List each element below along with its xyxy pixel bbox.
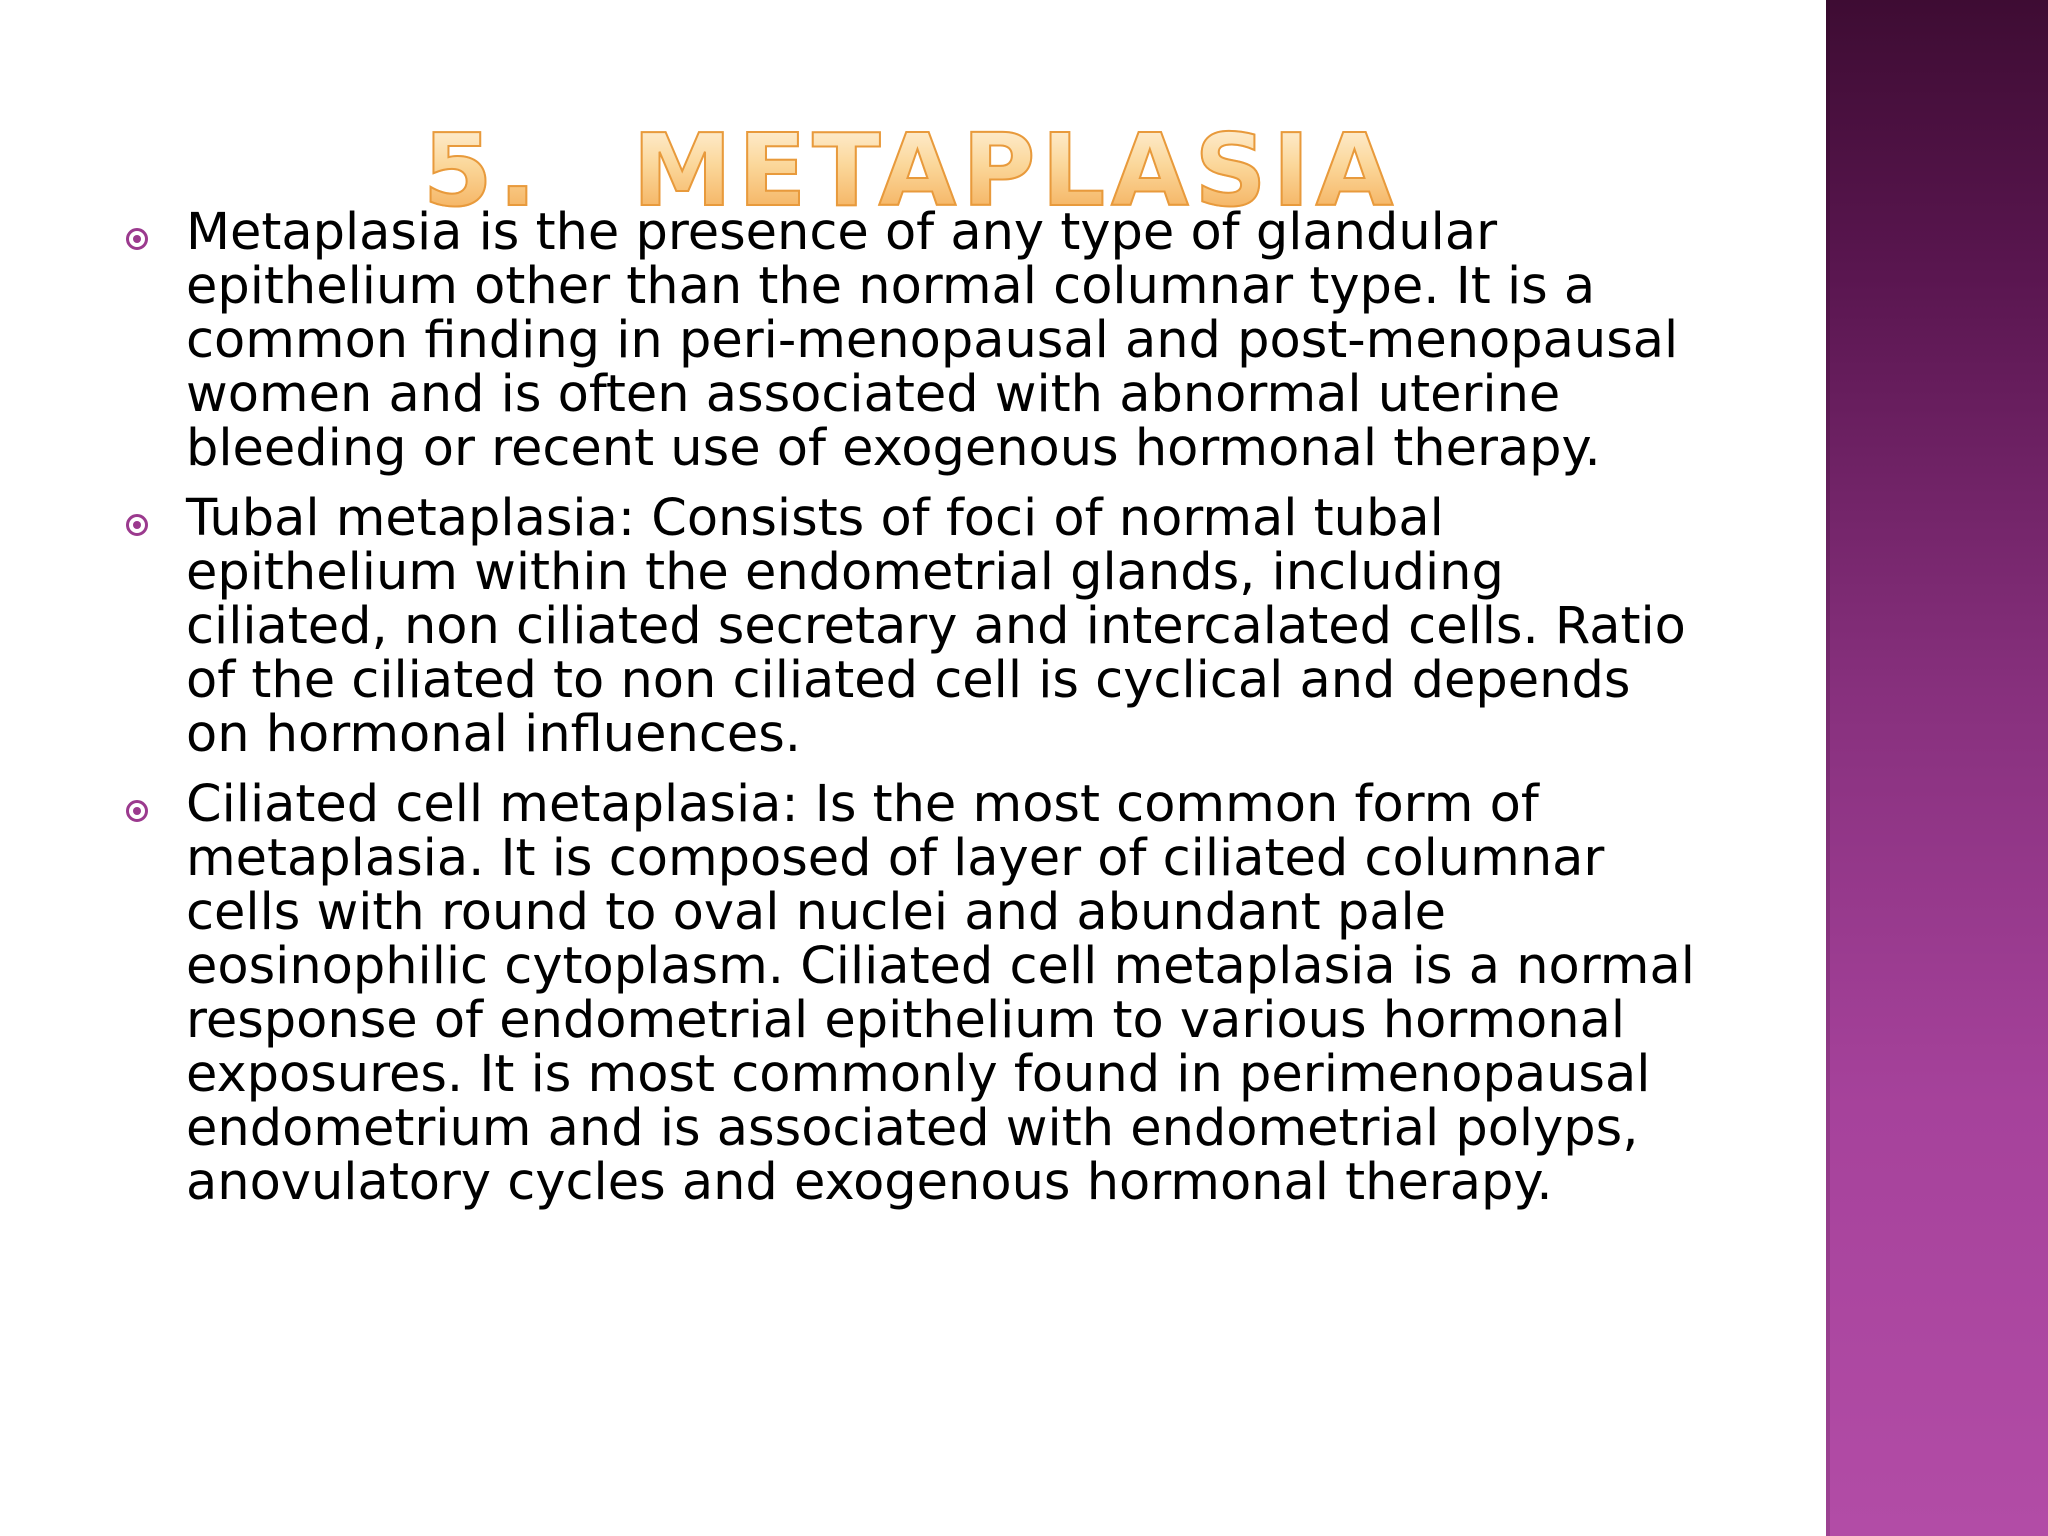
bullet-text: Tubal metaplasia: Consists of foci of normal tubal epithelium within the endometrial glands, including ciliated, non ciliated secretary and intercalated cells. Ratio of the ciliated to non ciliated cell is cyclical and depends on hormonal influences.	[186, 489, 1686, 764]
bullet-text: Metaplasia is the presence of any type of glandular epithelium other than the normal columnar type. It is a common finding in peri-menopausal and post-menopausal women and is often associated with abnormal uterine bleeding or recent use of exogenous hormonal therapy.	[186, 203, 1679, 478]
circled-dot-icon	[126, 800, 148, 822]
title-text: METAPLASIA	[632, 112, 1400, 229]
bullet-text: Ciliated cell metaplasia: Is the most common form of metaplasia. It is composed of layer of ciliated columnar cells with round to oval nuclei and abundant pale eosinophilic cytoplasm. Ciliated cell metaplasia is a normal response of endometrial epithelium to various hormonal exposures. It is most commonly found in perimenopausal endometrium and is associated with endometrial polyps, anovulatory cycles and exogenous hormonal therapy.	[186, 775, 1695, 1212]
title-number: 5.	[422, 112, 543, 229]
circled-dot-icon	[126, 228, 148, 250]
decorative-side-band	[1826, 0, 2048, 1536]
bullet-item	[124, 489, 1704, 764]
bullet-list	[124, 203, 1704, 1226]
bullet-item	[124, 203, 1704, 478]
circled-dot-icon	[126, 514, 148, 536]
bullet-item	[124, 775, 1704, 1212]
